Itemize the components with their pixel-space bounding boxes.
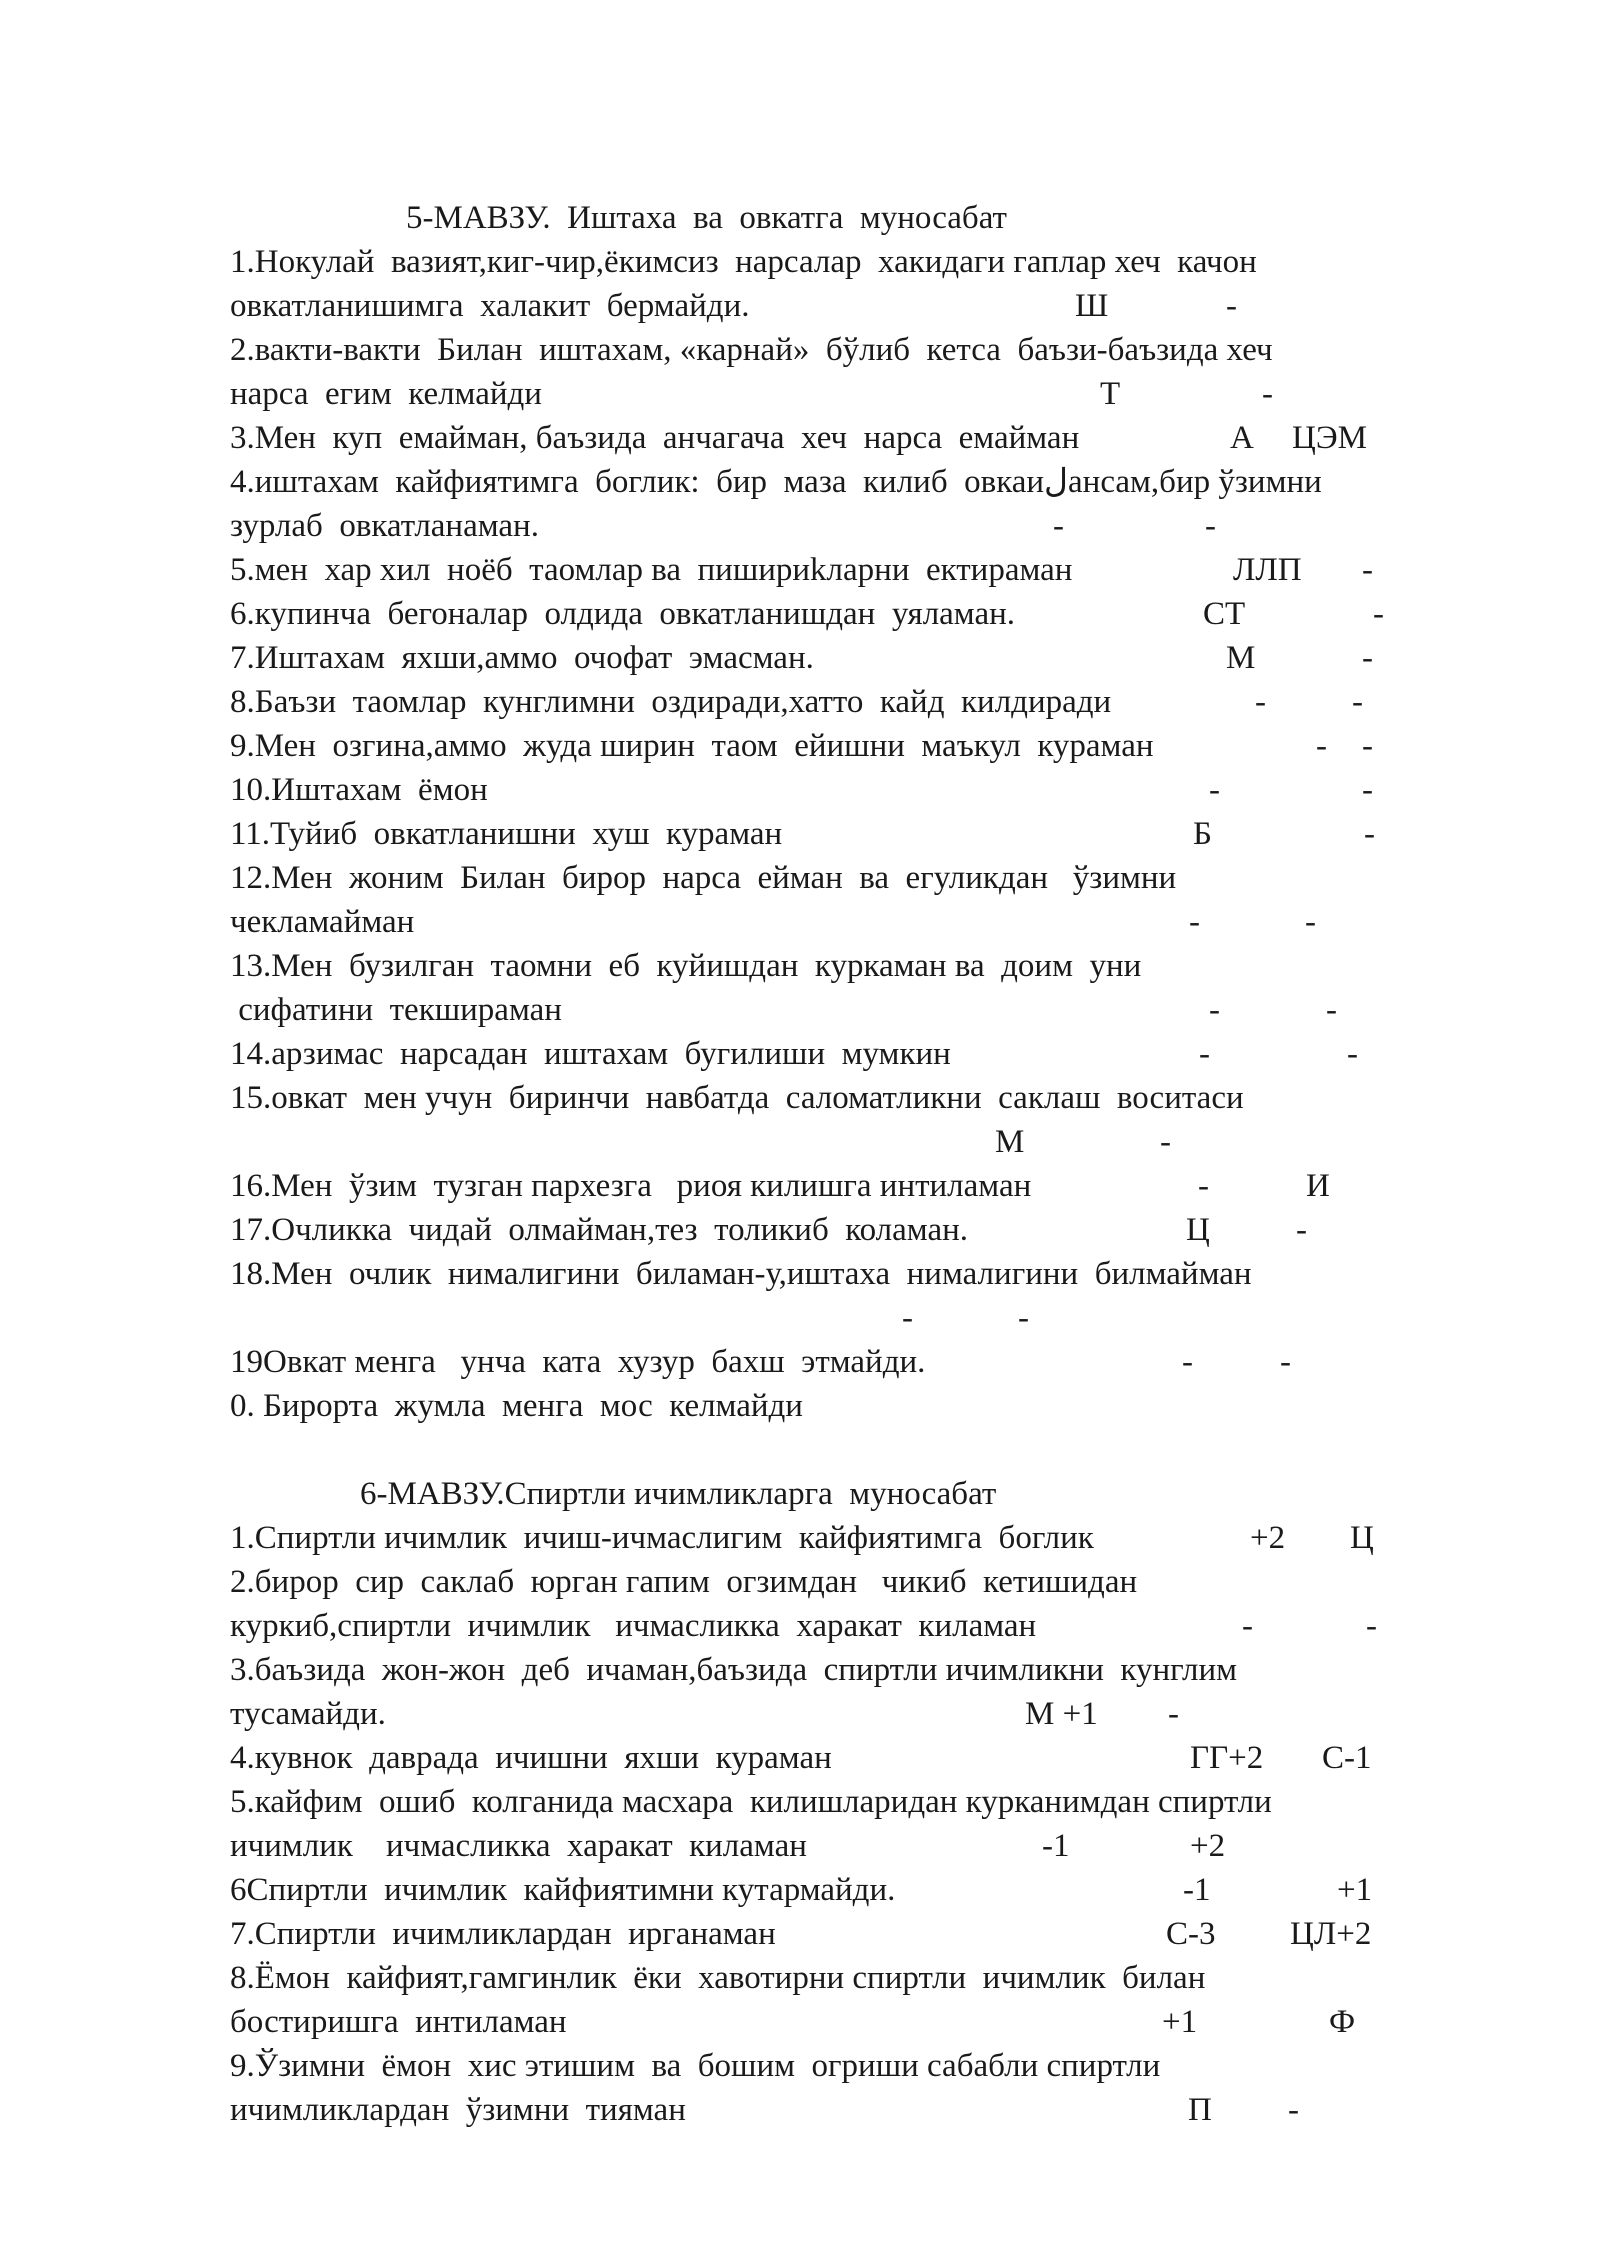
section5-item-11-line-1: 11.Туйиб овкатланишни хуш кураман xyxy=(230,816,783,852)
section5-item-4-line-2: зурлаб овкатланаман. xyxy=(230,508,539,544)
section6-item-7-line-1: 7.Спиртли ичимликлардан ирганаман xyxy=(230,1916,776,1952)
section6-title: 6-МАВЗУ.Спиртли ичимликларга муносабат xyxy=(360,1476,997,1512)
section6-item-8-mark-1: +1 xyxy=(1162,2004,1198,2040)
section6-item-9-mark-1: П xyxy=(1188,2092,1212,2128)
section5-item-6-line-1: 6.купинча бегоналар олдида овкатланишдан уяламан. xyxy=(230,596,1016,632)
section6-item-7-mark-2: ЦЛ+2 xyxy=(1290,1916,1372,1952)
section5-item-18-line-1: 18.Мен очлик нималигини биламан-у,иштаха нималигини билмайман xyxy=(230,1256,1252,1292)
section5-item-19-mark-2: - xyxy=(1280,1344,1291,1380)
section5-item-3-mark-2: ЦЭМ xyxy=(1292,420,1367,456)
section6-item-3-mark-2: - xyxy=(1168,1696,1179,1732)
section5-item-17-line-1: 17.Очликка чидай олмайман,тез толикиб коламан. xyxy=(230,1212,969,1248)
section6-item-2-line-2: куркиб,спиртли ичимлик ичмасликка харакат киламан xyxy=(230,1608,1037,1644)
section5-item-12-mark-2: - xyxy=(1305,904,1316,940)
section5-item-1-line-1: 1.Нокулай вазият,киг-чир,ёкимсиз нарсалар хакидаги гаплар хеч качон xyxy=(230,244,1257,280)
section6-item-4-mark-1: ГГ+2 xyxy=(1190,1740,1264,1776)
section5-item-19-line-1: 19Овкат менга унча ката хузур бахш этмайди. xyxy=(230,1344,926,1380)
section6-item-6-line-1: 6Спиртли ичимлик кайфиятимни кутармайди. xyxy=(230,1872,896,1908)
section6-item-2-line-1: 2.бирор сир саклаб юрган гапим огзимдан чикиб кетишидан xyxy=(230,1564,1138,1600)
section6-item-4-line-1: 4.кувнок даврада ичишни яхши кураман xyxy=(230,1740,832,1776)
section5-item-2-line-1: 2.вакти-вакти Билан иштахам, «карнай» бўлиб кетса баъзи-баъзида хеч xyxy=(230,332,1273,368)
section5-item-13-line-2: сифатини текшираман xyxy=(230,992,562,1028)
section5-item-16-mark-2: И xyxy=(1306,1168,1330,1204)
section5-item-1-mark-2: - xyxy=(1226,288,1237,324)
section5-item-2-mark-1: Т xyxy=(1100,376,1121,412)
section6-item-6-mark-1: -1 xyxy=(1183,1872,1211,1908)
section5-item-9-line-1: 9.Мен озгина,аммо жуда ширин таом ейишни маъкул кураман xyxy=(230,728,1154,764)
section5-item-1-line-2: овкатланишимга халакит бермайди. xyxy=(230,288,750,324)
section5-item-4-line-1: 4.иштахам кайфиятимга боглик: бир маза килиб овкаиلансам,бир ўзимни xyxy=(230,464,1322,500)
section5-item-5-mark-2: - xyxy=(1362,552,1373,588)
section6-item-2-mark-1: - xyxy=(1242,1608,1253,1644)
section6-item-4-mark-2: С-1 xyxy=(1322,1740,1372,1776)
section5-item-3-mark-1: А xyxy=(1230,420,1254,456)
section6-item-9-mark-2: - xyxy=(1288,2092,1299,2128)
section5-item-4-mark-1: - xyxy=(1053,508,1064,544)
section5-item-11-mark-1: Б xyxy=(1193,816,1212,852)
section5-item-13-mark-2: - xyxy=(1326,992,1337,1028)
section6-item-8-line-1: 8.Ёмон кайфият,гамгинлик ёки хавотирни спиртли ичимлик билан xyxy=(230,1960,1206,1996)
section5-item-16-line-1: 16.Мен ўзим тузган пархезга риоя килишга интиламан xyxy=(230,1168,1032,1204)
section5-item-17-mark-2: - xyxy=(1296,1212,1307,1248)
section5-item-9-mark-1: - xyxy=(1316,728,1327,764)
section5-item-7-mark-1: М xyxy=(1226,640,1256,676)
section5-item-10-line-1: 10.Иштахам ёмон xyxy=(230,772,488,808)
section6-item-3-mark-1: М +1 xyxy=(1025,1696,1098,1732)
section5-item-7-line-1: 7.Иштахам яхши,аммо очофат эмасман. xyxy=(230,640,814,676)
section5-item-8-mark-2: - xyxy=(1352,684,1363,720)
section6-item-7-mark-1: С-3 xyxy=(1166,1916,1216,1952)
section6-item-3-line-2: тусамайди. xyxy=(230,1696,386,1732)
section5-item-18-mark-2: - xyxy=(1018,1300,1029,1336)
section6-item-2-mark-2: - xyxy=(1366,1608,1377,1644)
section5-item-15-line-1: 15.овкат мен учун биринчи навбатда саломатликни саклаш воситаси xyxy=(230,1080,1244,1116)
section5-item-11-mark-2: - xyxy=(1364,816,1375,852)
section5-item-9-mark-2: - xyxy=(1362,728,1373,764)
section5-item-0-line-1: 0. Бирорта жумла менга мос келмайди xyxy=(230,1388,803,1424)
section5-item-19-mark-1: - xyxy=(1182,1344,1193,1380)
section6-item-1-mark-2: Ц xyxy=(1350,1520,1374,1556)
section6-item-3-line-1: 3.баъзида жон-жон деб ичаман,баъзида спиртли ичимликни кунглим xyxy=(230,1652,1238,1688)
section6-item-8-line-2: бостиришга интиламан xyxy=(230,2004,567,2040)
section6-item-1-mark-1: +2 xyxy=(1250,1520,1286,1556)
section5-title: 5-МАВЗУ. Иштаха ва овкатга муносабат xyxy=(406,200,1007,236)
section5-item-10-mark-2: - xyxy=(1362,772,1373,808)
section6-item-8-mark-2: Ф xyxy=(1329,2004,1356,2040)
section5-item-8-line-1: 8.Баъзи таомлар кунглимни оздиради,хатто кайд килдиради xyxy=(230,684,1112,720)
section6-item-9-line-2: ичимликлардан ўзимни тияман xyxy=(230,2092,686,2128)
section6-item-5-line-1: 5.кайфим ошиб колганида масхара килишларидан курканимдан спиртли xyxy=(230,1784,1272,1820)
section5-item-6-mark-1: СТ xyxy=(1203,596,1246,632)
section6-item-5-mark-1: -1 xyxy=(1042,1828,1070,1864)
section5-item-13-mark-1: - xyxy=(1209,992,1220,1028)
section5-item-14-mark-2: - xyxy=(1347,1036,1358,1072)
section5-item-4-mark-2: - xyxy=(1205,508,1216,544)
section5-item-8-mark-1: - xyxy=(1255,684,1266,720)
section5-item-2-line-2: нарса егим келмайди xyxy=(230,376,542,412)
section6-item-6-mark-2: +1 xyxy=(1337,1872,1373,1908)
section5-item-18-mark-1: - xyxy=(902,1300,913,1336)
section5-item-3-line-1: 3.Мен куп емайман, баъзида анчагача хеч нарса емайман xyxy=(230,420,1080,456)
section5-item-7-mark-2: - xyxy=(1362,640,1373,676)
section5-item-2-mark-2: - xyxy=(1262,376,1273,412)
section5-item-12-mark-1: - xyxy=(1189,904,1200,940)
section6-item-1-line-1: 1.Спиртли ичимлик ичиш-ичмаслигим кайфиятимга боглик xyxy=(230,1520,1094,1556)
section5-item-16-mark-1: - xyxy=(1198,1168,1209,1204)
section5-item-15-mark-1: М xyxy=(995,1124,1025,1160)
section5-item-5-line-1: 5.мен хар хил ноёб таомлар ва пишириkларни ектираман xyxy=(230,552,1073,588)
section5-item-17-mark-1: Ц xyxy=(1186,1212,1210,1248)
section5-item-14-line-1: 14.арзимас нарсадан иштахам бугилиши мумкин xyxy=(230,1036,951,1072)
section5-item-5-mark-1: ЛЛП xyxy=(1233,552,1302,588)
section5-item-12-line-1: 12.Мен жоним Билан бирор нарса ейман ва егуликдан ўзимни xyxy=(230,860,1177,896)
section5-item-13-line-1: 13.Мен бузилган таомни еб куйишдан куркаман ва доим уни xyxy=(230,948,1142,984)
section6-item-9-line-1: 9.Ўзимни ёмон хис этишим ва бошим огриши сабабли спиртли xyxy=(230,2048,1161,2084)
section5-item-12-line-2: чекламайман xyxy=(230,904,415,940)
section5-item-6-mark-2: - xyxy=(1373,596,1384,632)
section6-item-5-mark-2: +2 xyxy=(1190,1828,1226,1864)
section6-item-5-line-2: ичимлик ичмасликка харакат киламан xyxy=(230,1828,807,1864)
section5-item-14-mark-1: - xyxy=(1199,1036,1210,1072)
section5-item-1-mark-1: Ш xyxy=(1075,288,1109,324)
section5-item-15-mark-2: - xyxy=(1160,1124,1171,1160)
section5-item-10-mark-1: - xyxy=(1209,772,1220,808)
